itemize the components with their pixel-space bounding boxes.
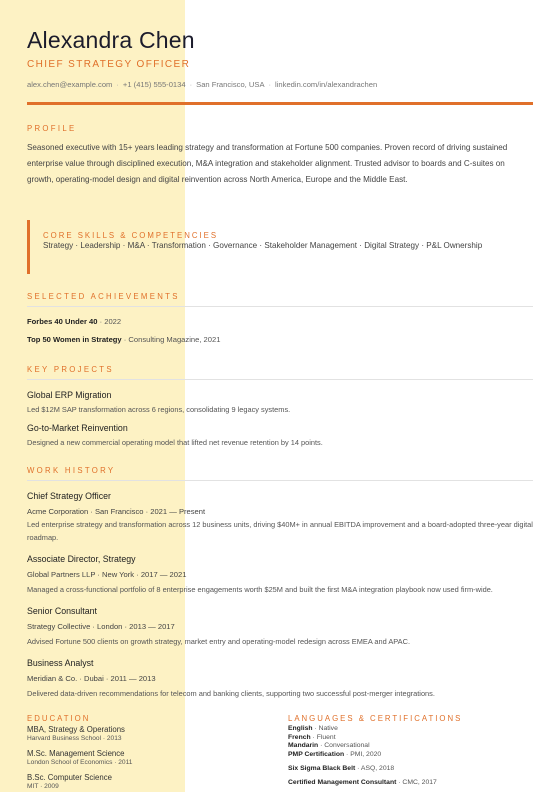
contact-line bbox=[27, 80, 377, 89]
job-title: Business Analyst bbox=[27, 658, 94, 668]
candidate-name: Alexandra Chen bbox=[27, 27, 195, 53]
skills-list: Strategy · Leadership · M&A · Transformation · Governance · Stakeholder Management · Digital Strategy · P&L Ownership bbox=[43, 241, 483, 250]
skills-heading: CORE SKILLS & COMPETENCIES bbox=[43, 231, 219, 240]
certification-item: PMP Certification · PMI, 2020 bbox=[288, 750, 382, 758]
work-divider bbox=[27, 480, 533, 481]
job-description: Led enterprise strategy and transformation across 12 business units, driving $40M+ in annual EBITDA improvement and a board-adopted three-year digital roadmap. bbox=[27, 520, 533, 542]
achievements-heading: SELECTED ACHIEVEMENTS bbox=[27, 292, 180, 301]
education-heading: EDUCATION bbox=[27, 714, 91, 723]
job-title: Associate Director, Strategy bbox=[27, 554, 136, 564]
education-degree: B.Sc. Computer Science bbox=[27, 773, 112, 782]
job-title: Chief Strategy Officer bbox=[27, 491, 111, 501]
project-description: Led $12M SAP transformation across 6 regions, consolidating 9 legacy systems. bbox=[27, 405, 291, 414]
job-meta: Meridian & Co. · Dubai · 2011 — 2013 bbox=[27, 674, 156, 683]
job-meta: Global Partners LLP · New York · 2017 — 2021 bbox=[27, 570, 187, 579]
linkedin-link[interactable]: linkedin.com/in/alexandrachen bbox=[275, 80, 378, 89]
job-meta: Acme Corporation · San Francisco · 2021 — Present bbox=[27, 507, 206, 516]
header-divider bbox=[27, 102, 533, 105]
language-item: Mandarin · Conversational bbox=[288, 742, 370, 750]
education-degree: M.Sc. Management Science bbox=[27, 749, 125, 758]
certification-item: Six Sigma Black Belt · ASQ, 2018 bbox=[288, 765, 395, 773]
project-title: Go-to-Market Reinvention bbox=[27, 423, 128, 433]
achievement-item: Top 50 Women in Strategy · Consulting Magazine, 2021 bbox=[27, 335, 221, 344]
job-description: Advised Fortune 500 clients on growth strategy, market entry and operating-model redesign across EMEA and APAC. bbox=[27, 637, 411, 646]
education-school: Harvard Business School · 2013 bbox=[27, 735, 122, 742]
skills-callout bbox=[27, 220, 520, 274]
language-item: English · Native bbox=[288, 725, 338, 732]
job-description: Delivered data-driven recommendations for telecom and banking clients, supporting two successful post-merger integrations. bbox=[27, 689, 435, 698]
achievements-divider bbox=[27, 306, 533, 307]
job-description: Managed a cross-functional portfolio of 8 enterprise engagements worth $25M and built the first M&A integration playbook now used firm-wide. bbox=[27, 585, 493, 594]
project-description: Designed a new commercial operating model that lifted net revenue retention by 14 points. bbox=[27, 438, 323, 447]
project-title: Global ERP Migration bbox=[27, 390, 112, 400]
language-item: French · Fluent bbox=[288, 733, 336, 741]
contact-separator: · bbox=[189, 80, 193, 89]
phone-text: +1 (415) 555-0134 bbox=[122, 80, 186, 89]
contact-separator: · bbox=[116, 80, 119, 89]
profile-heading: PROFILE bbox=[27, 124, 77, 133]
certification-item: Certified Management Consultant · CMC, 2017 bbox=[288, 779, 437, 787]
education-school: London School of Economics · 2011 bbox=[27, 759, 133, 766]
job-meta: Strategy Collective · London · 2013 — 2017 bbox=[27, 622, 175, 631]
education-section bbox=[27, 714, 267, 797]
achievement-item: Forbes 40 Under 40 · 2022 bbox=[27, 317, 122, 326]
email-link[interactable]: alex.chen@example.com bbox=[27, 80, 113, 89]
projects-divider bbox=[27, 379, 533, 380]
location-text: San Francisco, USA bbox=[196, 80, 265, 89]
candidate-role: CHIEF STRATEGY OFFICER bbox=[27, 59, 191, 70]
contact-separator: · bbox=[268, 80, 272, 89]
projects-heading: KEY PROJECTS bbox=[27, 365, 114, 374]
work-heading: WORK HISTORY bbox=[27, 466, 116, 475]
languages-heading: LANGUAGES & CERTIFICATIONS bbox=[288, 714, 463, 723]
languages-certifications-section bbox=[288, 714, 533, 787]
job-title: Senior Consultant bbox=[27, 606, 97, 616]
education-school: MIT · 2009 bbox=[27, 783, 59, 790]
profile-text: Seasoned executive with 15+ years leading strategy and transformation at Fortune 500 companies. Proven record of driving sustained enterprise value through disciplined execution, M&A integration and stakeholder alignment. Trusted advisor to boards and C-suites on growth, operating-model design and digital reinvention across North America, Europe and the Middle East. bbox=[27, 143, 508, 184]
education-degree: MBA, Strategy & Operations bbox=[27, 725, 125, 734]
